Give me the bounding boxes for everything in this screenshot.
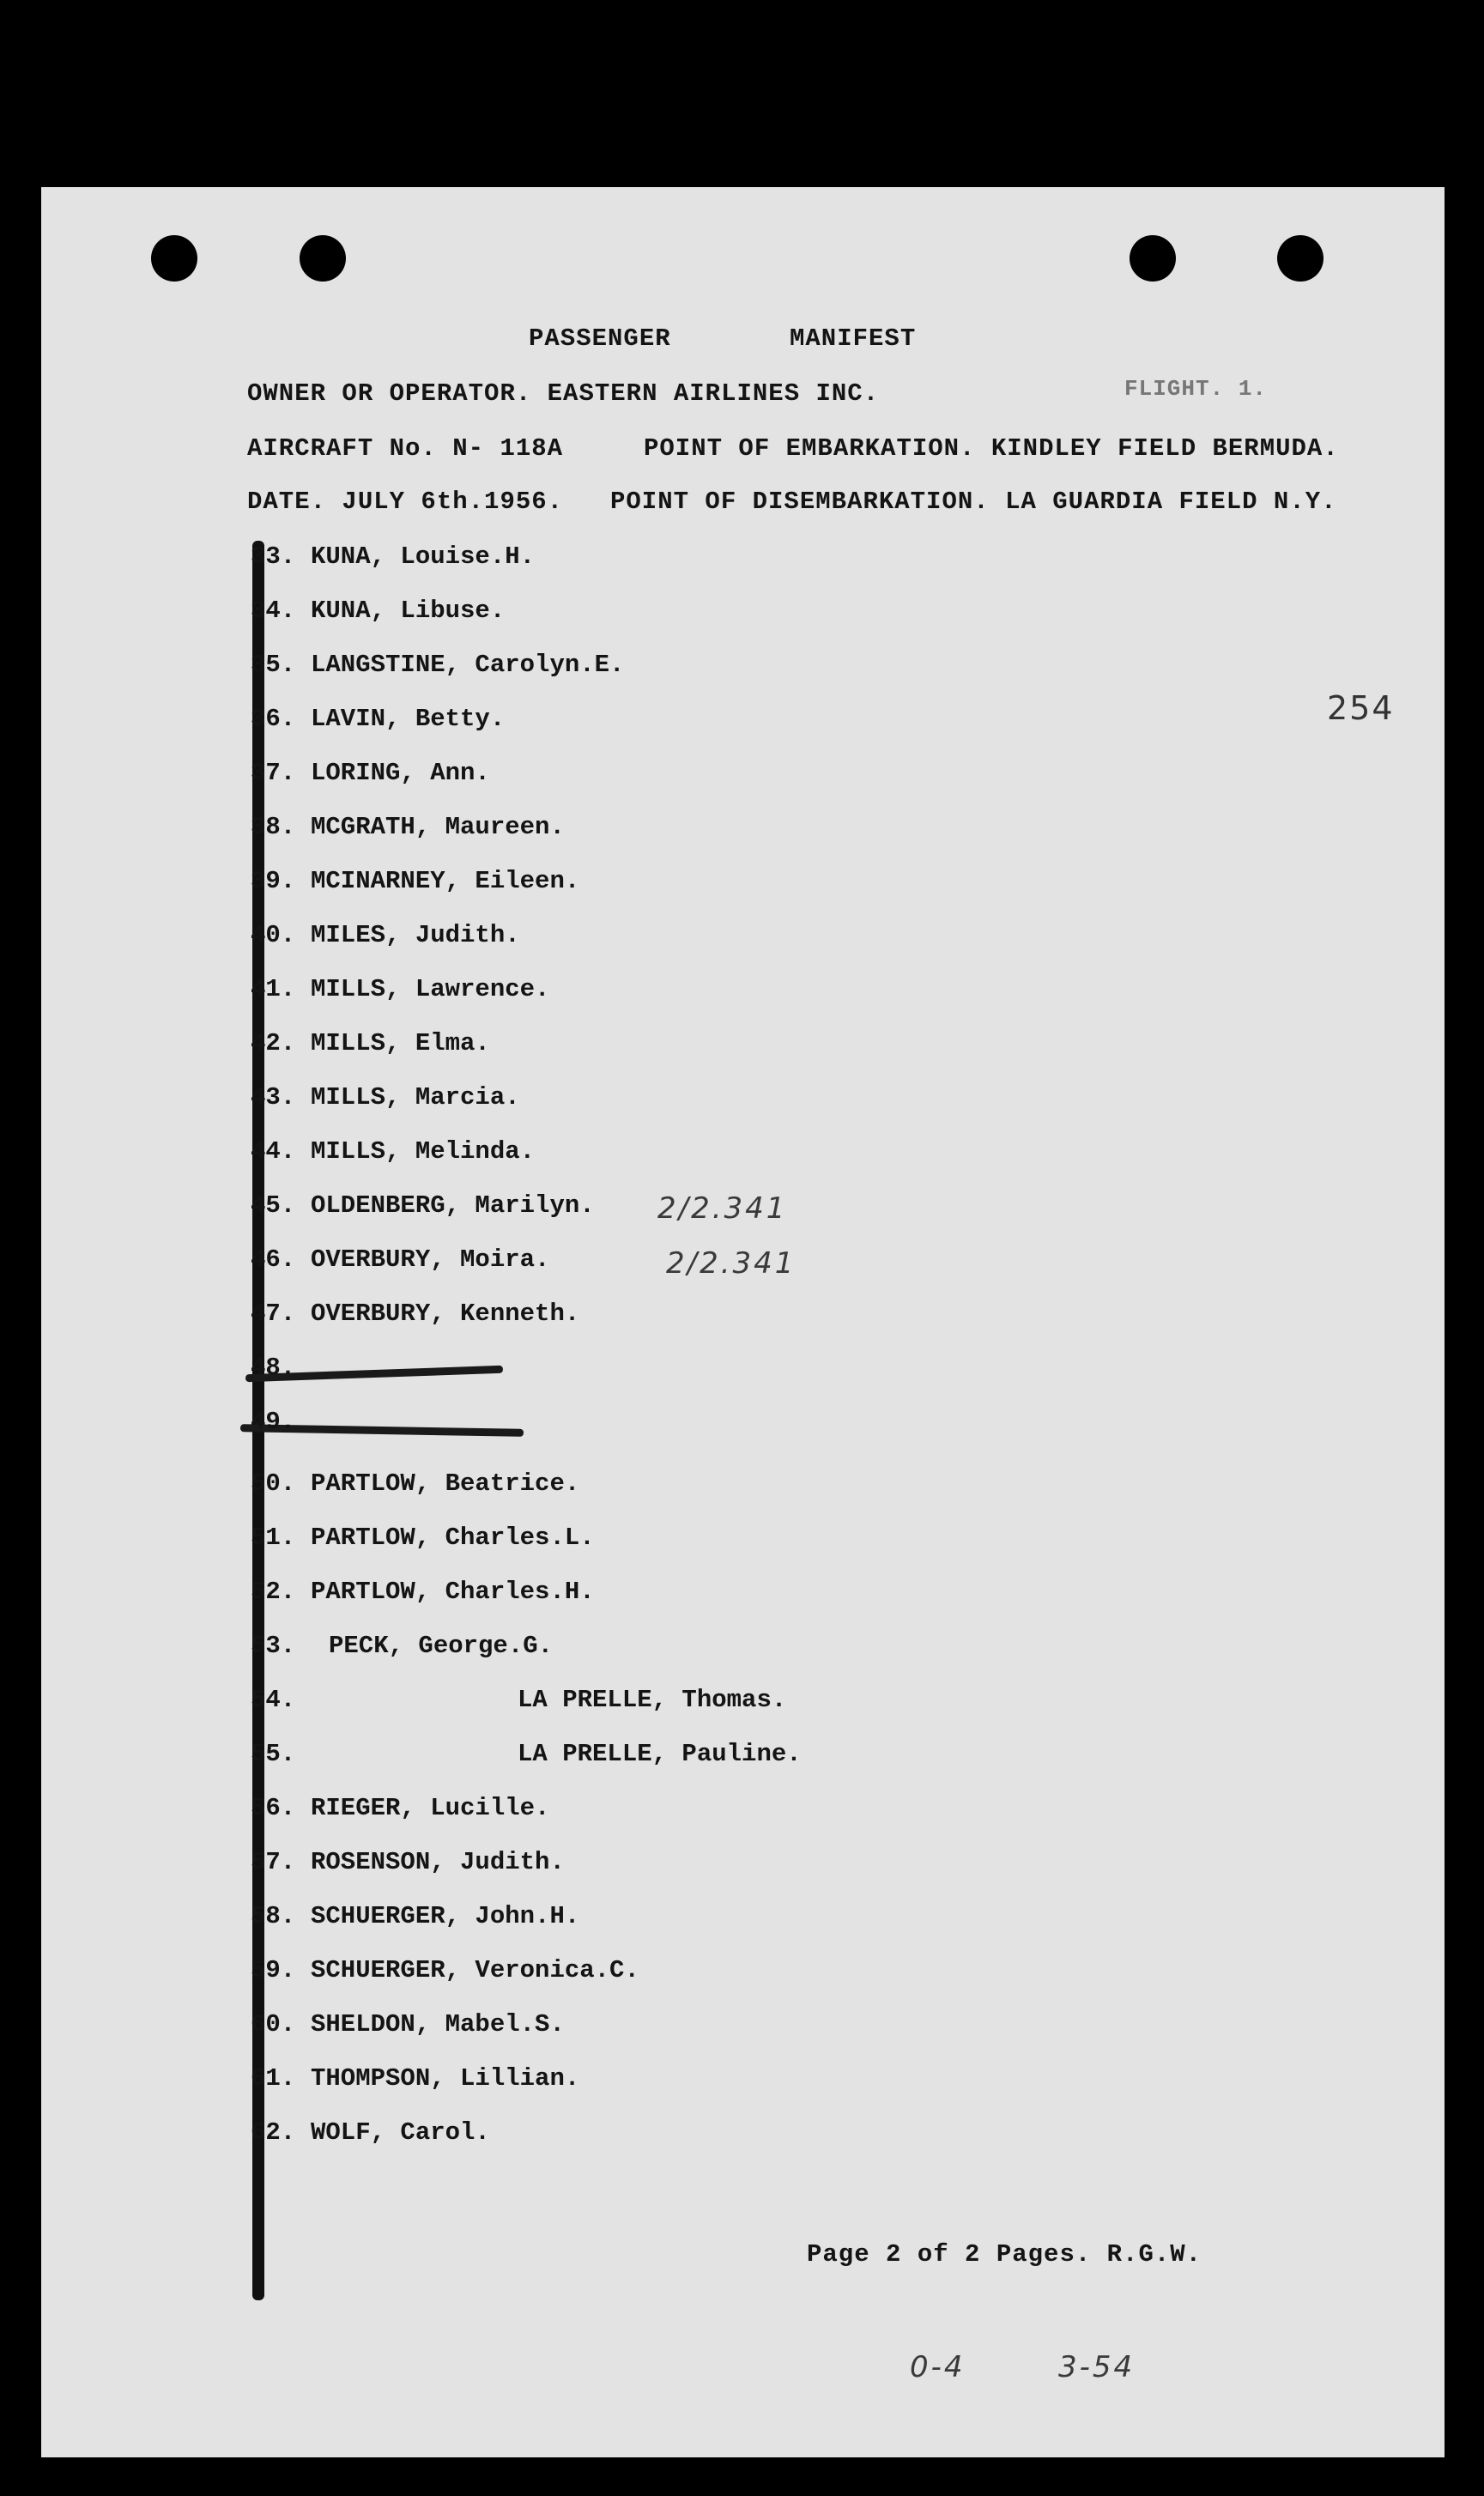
passenger-name: PARTLOW, Beatrice. <box>311 1469 580 1498</box>
passenger-name: PARTLOW, Charles.H. <box>311 1578 595 1606</box>
punch-hole <box>1130 235 1176 282</box>
passenger-number: 37. <box>251 759 296 787</box>
passenger-number: 36. <box>251 705 296 733</box>
passenger-name: RIEGER, Lucille. <box>311 1794 550 1822</box>
passenger-number: 42. <box>251 1029 296 1057</box>
passenger-name: OVERBURY, Kenneth. <box>311 1299 580 1328</box>
page-footer: Page 2 of 2 Pages. R.G.W. <box>807 2240 1202 2269</box>
punch-hole <box>300 235 346 282</box>
passenger-number: 49. <box>251 1408 296 1436</box>
passenger-number: 58. <box>251 1902 296 1930</box>
passenger-number: 41. <box>251 975 296 1003</box>
handwritten-note-oldenberg: 2/2.341 <box>657 1191 788 1226</box>
passenger-name: ROSENSON, Judith. <box>311 1848 565 1876</box>
passenger-name: SCHUERGER, Veronica.C. <box>311 1956 639 1984</box>
passenger-name: KUNA, Louise.H. <box>311 542 536 571</box>
passenger-number: 53. <box>251 1632 296 1660</box>
aircraft-line: AIRCRAFT No. N- 118A <box>247 434 564 463</box>
passenger-number: 33. <box>251 542 296 571</box>
handwritten-note-overbury: 2/2.341 <box>666 1246 797 1281</box>
passenger-number: 56. <box>251 1794 296 1822</box>
stamp-number: 254 <box>1327 689 1395 727</box>
handwritten-note-bottom-right: 3-54 <box>1058 2350 1136 2384</box>
flight-line: FLIGHT. 1. <box>1124 376 1268 402</box>
passenger-number: 39. <box>251 867 296 895</box>
passenger-name: LANGSTINE, Carolyn.E. <box>311 651 625 679</box>
passenger-name: PARTLOW, Charles.L. <box>311 1524 595 1552</box>
passenger-number: 50. <box>251 1469 296 1498</box>
passenger-name: WOLF, Carol. <box>311 2118 490 2147</box>
title-manifest: MANIFEST <box>790 324 917 353</box>
manifest-sheet <box>41 187 1445 2457</box>
date-line: DATE. JULY 6th.1956. <box>247 488 564 516</box>
passenger-number: 57. <box>251 1848 296 1876</box>
punch-hole <box>151 235 197 282</box>
passenger-number: 34. <box>251 597 296 625</box>
handwritten-note-bottom-left: 0-4 <box>910 2350 966 2384</box>
passenger-number: 51. <box>251 1524 296 1552</box>
passenger-number: 62. <box>251 2118 296 2147</box>
passenger-name: MCGRATH, Maureen. <box>311 813 565 841</box>
passenger-name: MILES, Judith. <box>311 921 520 949</box>
passenger-number: 52. <box>251 1578 296 1606</box>
passenger-name: PECK, George.G. <box>329 1632 554 1660</box>
passenger-name: KUNA, Libuse. <box>311 597 506 625</box>
passenger-name: MILLS, Marcia. <box>311 1083 520 1112</box>
passenger-name: MILLS, Elma. <box>311 1029 490 1057</box>
passenger-number: 40. <box>251 921 296 949</box>
passenger-name: LAVIN, Betty. <box>311 705 506 733</box>
passenger-name: MILLS, Lawrence. <box>311 975 550 1003</box>
passenger-number: 45. <box>251 1191 296 1220</box>
passenger-number: 44. <box>251 1137 296 1166</box>
owner-line: OWNER OR OPERATOR. EASTERN AIRLINES INC. <box>247 379 880 408</box>
passenger-name: OVERBURY, Moira. <box>311 1245 550 1274</box>
passenger-number: 46. <box>251 1245 296 1274</box>
passenger-name: LA PRELLE, Thomas. <box>518 1686 787 1714</box>
passenger-name: MCINARNEY, Eileen. <box>311 867 580 895</box>
passenger-number: 35. <box>251 651 296 679</box>
title-passenger: PASSENGER <box>529 324 671 353</box>
passenger-number: 47. <box>251 1299 296 1328</box>
passenger-number: 59. <box>251 1956 296 1984</box>
passenger-number: 61. <box>251 2064 296 2093</box>
embarkation-line: POINT OF EMBARKATION. KINDLEY FIELD BERMUDA. <box>644 434 1339 463</box>
passenger-number: 54. <box>251 1686 296 1714</box>
passenger-name: SHELDON, Mabel.S. <box>311 2010 565 2039</box>
passenger-number: 55. <box>251 1740 296 1768</box>
passenger-number: 38. <box>251 813 296 841</box>
disembarkation-line: POINT OF DISEMBARKATION. LA GUARDIA FIELD N.Y. <box>610 488 1337 516</box>
passenger-name: LORING, Ann. <box>311 759 490 787</box>
passenger-number: 43. <box>251 1083 296 1112</box>
passenger-name: OLDENBERG, Marilyn. <box>311 1191 595 1220</box>
passenger-number: 48. <box>251 1354 296 1382</box>
passenger-number: 60. <box>251 2010 296 2039</box>
passenger-name: SCHUERGER, John.H. <box>311 1902 580 1930</box>
passenger-name: MILLS, Melinda. <box>311 1137 536 1166</box>
punch-hole <box>1277 235 1323 282</box>
passenger-name: THOMPSON, Lillian. <box>311 2064 580 2093</box>
passenger-name: LA PRELLE, Pauline. <box>518 1740 802 1768</box>
